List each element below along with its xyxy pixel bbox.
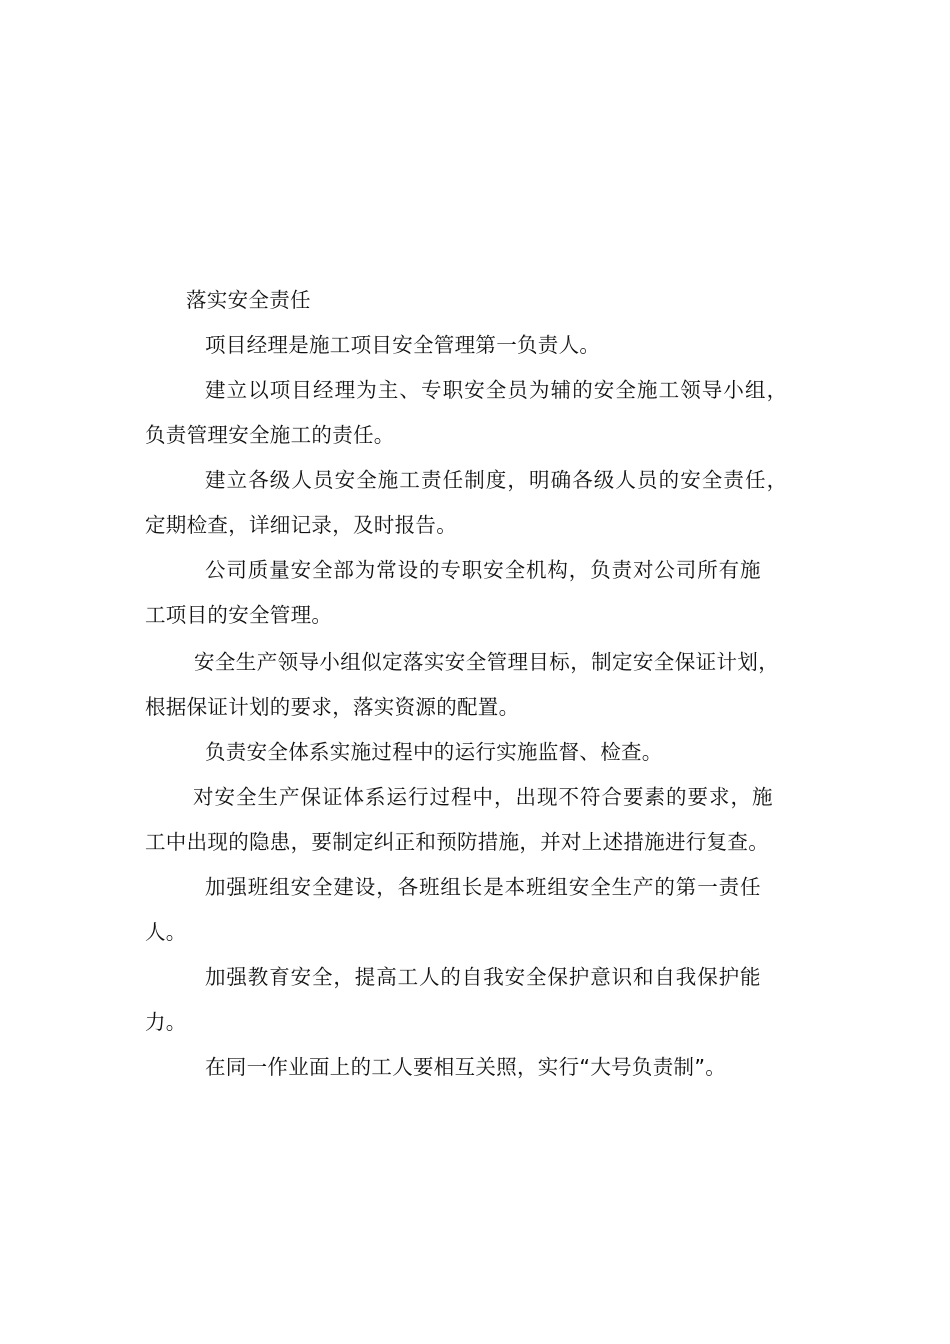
paragraph-responsibility-system-line-2: 定期检查，详细记录，及时报告。 bbox=[145, 513, 457, 537]
paragraph-safety-department-line-1: 公司质量安全部为常设的专职安全机构，负责对公司所有施 bbox=[205, 558, 762, 582]
paragraph-safety-plan-line-1: 安全生产领导小组似定落实安全管理目标，制定安全保证计划， bbox=[194, 650, 780, 674]
paragraph-project-manager: 项目经理是施工项目安全管理第一负责人。 bbox=[205, 333, 601, 357]
paragraph-corrective-measures-line-2: 工中出现的隐患，要制定纠正和预防措施，并对上述措施进行复查。 bbox=[145, 830, 769, 854]
paragraph-team-leaders-line-2: 人。 bbox=[145, 920, 187, 944]
paragraph-responsibility-system-line-1: 建立各级人员安全施工责任制度，明确各级人员的安全责任， bbox=[205, 468, 789, 492]
paragraph-supervision: 负责安全体系实施过程中的运行实施监督、检查。 bbox=[205, 740, 663, 764]
paragraph-education-line-2: 力。 bbox=[145, 1010, 187, 1034]
paragraph-education-line-1: 加强教育安全，提高工人的自我安全保护意识和自我保护能 bbox=[205, 965, 762, 989]
paragraph-leadership-group-line-1: 建立以项目经理为主、专职安全员为辅的安全施工领导小组， bbox=[205, 378, 789, 402]
paragraph-safety-department-line-2: 工项目的安全管理。 bbox=[145, 603, 333, 627]
paragraph-leadership-group-line-2: 负责管理安全施工的责任。 bbox=[145, 423, 395, 447]
paragraph-team-leaders-line-1: 加强班组安全建设，各班组长是本班组安全生产的第一责任 bbox=[205, 875, 762, 899]
paragraph-corrective-measures-line-1: 对安全生产保证体系运行过程中，出现不符合要素的要求，施 bbox=[193, 785, 774, 809]
paragraph-safety-plan-line-2: 根据保证计划的要求，落实资源的配置。 bbox=[145, 695, 520, 719]
paragraph-mutual-care: 在同一作业面上的工人要相互关照，实行“大号负责制”。 bbox=[205, 1055, 727, 1079]
section-heading: 落实安全责任 bbox=[186, 288, 311, 312]
